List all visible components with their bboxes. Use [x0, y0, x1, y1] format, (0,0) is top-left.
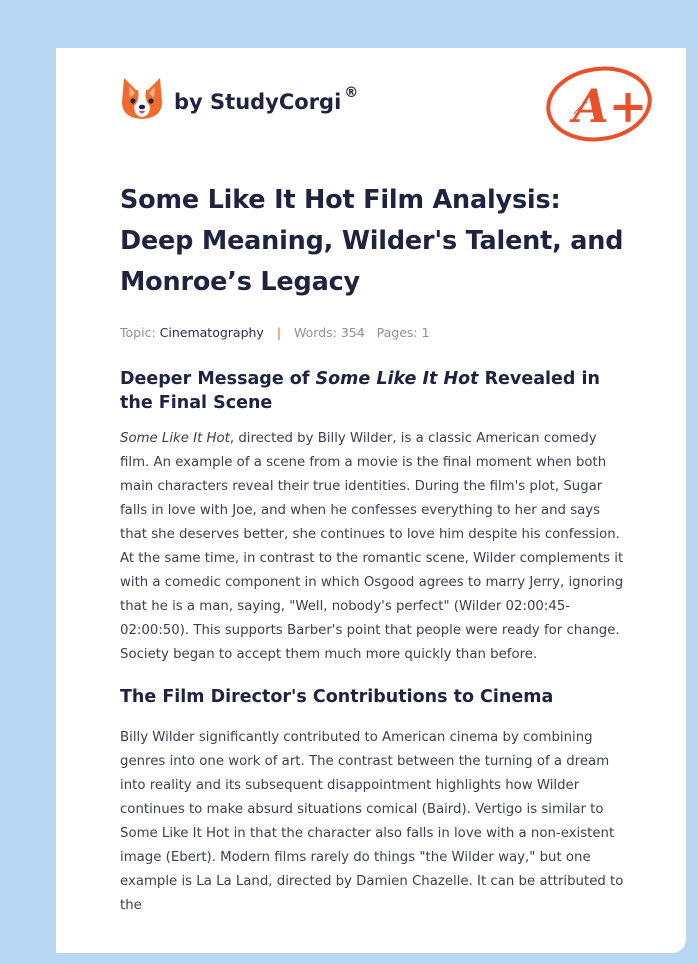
document-page [56, 48, 686, 953]
page-header [120, 76, 650, 146]
article-meta [120, 325, 630, 340]
pages-count: 1 [421, 325, 430, 340]
section-heading-director: The Film Director's Contributions to Cinema [120, 687, 554, 707]
grade-badge [543, 62, 655, 150]
article [120, 180, 630, 918]
a-plus-grade-icon [543, 62, 655, 146]
section-paragraph-final-scene: Some Like It Hot, directed by Billy Wilder, is a classic American comedy film. An example of a scene from a movie is the final moment when both main characters reveal their true identities. During the film's plot, Sugar falls in love with Joe, and when he confesses everything to her and says that she deserves better, she continues to love him despite his confession. At the same time, in contrast to the romantic scene, Wilder complements it with a comedic component in which Osgood agrees to marry Jerry, ignoring that he is a man, saying, "Well, nobody's perfect" (Wilder 02:00:45-02:00:50). This supports Barber's point that people were ready for change. Society began to accept them much more quickly than before. [120, 431, 624, 662]
section-heading-final-scene: Deeper Message of Some Like It Hot Revealed in the Final Scene [120, 369, 600, 413]
topic-label: Topic: [120, 325, 156, 340]
section-paragraph-director: Billy Wilder significantly contributed to American cinema by combining genres into one work of art. The contrast between the turning of a dream into reality and its subsequent disappointment highlights how Wilder continues to make absurd situations comical (Baird). Vertigo is similar to Some Like It Hot in that the character also falls in love with a non-existent image (Ebert). Modern films rarely do things "the Wilder way," but one example is La La Land, directed by Damien Chazelle. It can be attributed to the [120, 730, 624, 913]
studycorgi-logo[interactable] [120, 76, 358, 122]
words-label: Words: [294, 325, 337, 340]
pages-label: Pages: [376, 325, 418, 340]
brand-name: by StudyCorgi ® [174, 84, 359, 114]
corgi-icon [120, 76, 164, 122]
grade-text: A+ [573, 79, 648, 133]
topic-link[interactable]: Cinematography [159, 325, 264, 340]
article-title: Some Like It Hot Film Analysis: Deep Meaning, Wilder's Talent, and Monroe’s Legacy [120, 185, 624, 297]
meta-separator: | [276, 325, 282, 340]
registered-mark: ® [344, 84, 359, 101]
words-count: 354 [340, 325, 365, 340]
